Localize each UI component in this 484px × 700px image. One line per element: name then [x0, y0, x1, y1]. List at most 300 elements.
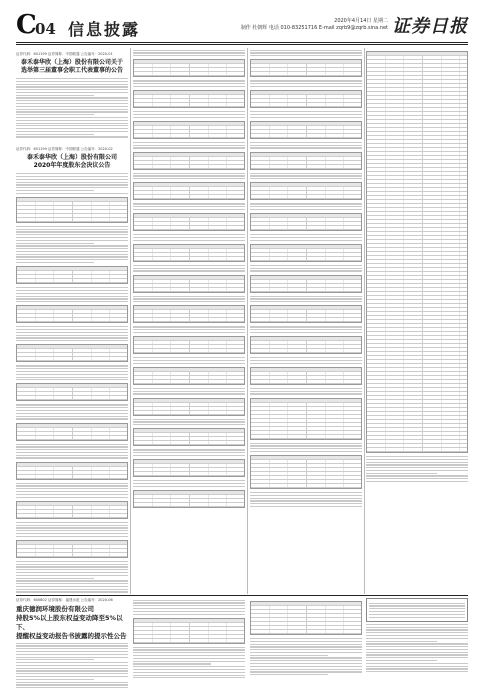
notice-body-text: [133, 111, 245, 118]
notice-body-text: [369, 603, 465, 618]
text-line: [133, 52, 245, 53]
text-line: [250, 360, 362, 361]
text-line: [133, 50, 245, 51]
text-line: [16, 566, 128, 567]
text-line: [366, 456, 468, 457]
text-line: [16, 583, 128, 584]
notice-body-text: [16, 643, 128, 690]
text-line: [133, 111, 245, 112]
text-line: [133, 608, 245, 609]
text-line: [133, 649, 245, 650]
notice-body-text: [250, 50, 362, 57]
text-line: [16, 457, 128, 458]
text-line: [366, 478, 468, 479]
text-line: [250, 638, 362, 639]
text-line: [16, 117, 128, 118]
text-line: [250, 147, 362, 148]
text-line: [16, 111, 128, 112]
bottom-notice-body: [250, 598, 362, 690]
text-line: [133, 480, 245, 481]
voting-table: [16, 423, 128, 441]
table-row: [251, 288, 361, 292]
bottom-notice-body: [133, 598, 245, 690]
text-line: [16, 575, 128, 576]
table-row: [17, 396, 127, 400]
text-line: [16, 591, 128, 592]
notice-company: 泰禾泰华欣（上海）股份有限公司关于: [20, 59, 123, 66]
large-data-table: [366, 51, 468, 453]
notice-body-text: [16, 287, 128, 302]
text-line: [133, 329, 245, 330]
newspaper-masthead: 证券日报: [392, 16, 468, 37]
voting-table: [133, 490, 245, 508]
text-line: [16, 329, 128, 330]
table-row: [251, 257, 361, 261]
voting-table: [16, 501, 128, 519]
text-line: [16, 134, 94, 135]
resolution-table: [16, 197, 128, 223]
table-row: [251, 195, 361, 199]
voting-table: [250, 213, 362, 231]
text-line: [16, 301, 128, 302]
text-line: [366, 654, 468, 655]
voting-table: [250, 59, 362, 77]
text-line: [133, 80, 245, 81]
voting-table: [16, 540, 128, 558]
notice-body-text: [133, 600, 245, 615]
voting-table: [250, 152, 362, 170]
notice-body-text: [16, 444, 128, 459]
text-line: [133, 178, 245, 179]
text-line: [16, 193, 128, 194]
text-line: [133, 449, 245, 450]
notice-company: 泰禾泰华欣（上海）股份有限公司: [26, 154, 117, 162]
notice-body-text: [250, 326, 362, 333]
text-line: [250, 646, 362, 647]
text-line: [16, 259, 128, 260]
voting-table: [133, 213, 245, 231]
text-line: [250, 329, 362, 330]
notice-body-text: [250, 203, 362, 210]
voting-table: [250, 367, 362, 385]
notice-body-text: [250, 388, 362, 395]
text-line: [16, 413, 128, 414]
table-row: [134, 226, 244, 230]
section-badge: [16, 10, 56, 40]
text-line: [250, 206, 362, 207]
text-line: [16, 580, 128, 581]
voting-table: [250, 121, 362, 139]
text-line: [133, 663, 211, 664]
text-line: [250, 296, 362, 297]
text-line: [16, 226, 128, 227]
text-line: [16, 589, 128, 590]
text-line: [133, 658, 245, 659]
text-line: [133, 677, 245, 678]
voting-table: [133, 182, 245, 200]
text-line: [133, 268, 245, 269]
text-line: [366, 657, 468, 658]
text-line: [250, 391, 362, 392]
table-row: [251, 349, 361, 353]
notice-body-text: [250, 234, 362, 241]
text-line: [366, 459, 468, 460]
table-row: [134, 441, 244, 445]
text-line: [16, 659, 94, 660]
voting-table: [133, 59, 245, 77]
text-line: [16, 332, 128, 333]
notice-header: [16, 147, 128, 170]
notice-body-text: [16, 326, 128, 341]
text-line: [16, 407, 128, 408]
table-row: [17, 553, 127, 557]
text-line: [16, 337, 128, 338]
text-line: [16, 123, 128, 124]
column-1: [16, 48, 128, 594]
table-row: [251, 318, 361, 322]
column-3: [250, 48, 362, 594]
highlight-box: [366, 598, 468, 622]
table-row: [17, 279, 127, 283]
notice-body-text: [250, 265, 362, 272]
table-row: [134, 165, 244, 169]
text-line: [16, 648, 128, 649]
text-line: [366, 643, 468, 644]
voting-table: [250, 336, 362, 354]
notice-body-text: [16, 483, 128, 498]
table-row: [134, 288, 244, 292]
text-line: [16, 231, 128, 232]
text-line: [16, 488, 128, 489]
issue-date: 2020年4月14日 星期二: [334, 18, 388, 24]
text-line: [133, 55, 245, 56]
text-line: [133, 298, 245, 299]
text-line: [366, 635, 468, 636]
text-line: [369, 605, 465, 606]
text-line: [369, 603, 465, 604]
text-line: [133, 175, 245, 176]
text-line: [133, 209, 245, 210]
notice-body-text: [250, 296, 362, 303]
text-line: [250, 657, 362, 658]
text-line: [16, 572, 128, 573]
text-line: [16, 229, 128, 230]
text-line: [16, 444, 128, 445]
text-line: [16, 536, 128, 537]
text-line: [366, 666, 468, 667]
text-line: [16, 497, 128, 498]
text-line: [366, 660, 437, 661]
notice-body-text: [133, 419, 245, 426]
text-line: [16, 374, 128, 375]
text-line: [16, 673, 128, 674]
text-line: [16, 670, 128, 671]
text-line: [366, 668, 468, 669]
text-line: [16, 95, 94, 96]
header-rule-thin: [16, 44, 468, 45]
voting-table: [250, 275, 362, 293]
voting-table: [250, 244, 362, 262]
text-line: [16, 446, 128, 447]
text-line: [250, 301, 362, 302]
text-line: [133, 332, 245, 333]
text-line: [16, 684, 128, 685]
text-line: [16, 527, 128, 528]
text-line: [250, 265, 362, 266]
text-line: [16, 676, 128, 677]
text-line: [16, 245, 128, 246]
voting-table: [133, 305, 245, 323]
text-line: [366, 624, 468, 625]
bottom-band: [16, 598, 468, 690]
voting-table: [133, 367, 245, 385]
text-line: [133, 486, 245, 487]
text-line: [16, 78, 128, 79]
text-line: [250, 445, 362, 446]
table-row: [367, 448, 467, 452]
text-line: [133, 234, 245, 235]
column-divider: [130, 48, 131, 594]
text-line: [366, 663, 468, 664]
text-line: [250, 240, 362, 241]
text-line: [133, 421, 245, 422]
notice-body-text: [133, 357, 245, 364]
text-line: [16, 533, 128, 534]
text-line: [133, 86, 245, 87]
text-line: [16, 679, 94, 680]
text-line: [16, 184, 128, 185]
text-line: [16, 643, 128, 644]
text-line: [250, 142, 362, 143]
text-line: [16, 586, 128, 587]
text-line: [16, 114, 94, 115]
notice-body-text: [250, 638, 362, 675]
text-line: [16, 131, 128, 132]
text-line: [133, 666, 245, 667]
text-line: [366, 475, 468, 476]
text-line: [133, 661, 245, 662]
text-line: [16, 97, 128, 98]
notice-body-text: [133, 480, 245, 487]
text-line: [133, 419, 245, 420]
text-line: [133, 611, 245, 612]
text-line: [250, 652, 362, 653]
stock-info-line: 证券代码：601199 证券简称：中国联通 公告编号：2020-01: [16, 52, 113, 56]
notice-body-text: [133, 203, 245, 210]
table-row: [134, 411, 244, 415]
text-line: [133, 393, 245, 394]
text-line: [250, 234, 362, 235]
text-line: [16, 296, 128, 297]
text-line: [16, 665, 128, 666]
text-line: [250, 357, 362, 358]
text-line: [16, 449, 128, 450]
text-line: [16, 561, 128, 562]
text-line: [250, 443, 362, 444]
text-line: [16, 251, 128, 252]
table-row: [134, 72, 244, 76]
text-line: [366, 641, 437, 642]
text-line: [250, 363, 362, 364]
voting-table: [16, 462, 128, 480]
text-line: [369, 617, 465, 618]
text-line: [133, 605, 245, 606]
table-row: [134, 349, 244, 353]
text-line: [16, 120, 128, 121]
text-line: [366, 629, 468, 630]
section-number: 04: [35, 20, 56, 38]
table-row: [251, 435, 361, 439]
text-line: [16, 298, 128, 299]
notice-body-text: [16, 365, 128, 380]
notice-body-text: [133, 142, 245, 149]
text-line: [16, 248, 128, 249]
notice-body-text: [133, 80, 245, 87]
text-line: [250, 655, 328, 656]
text-line: [16, 256, 128, 257]
text-line: [250, 55, 362, 56]
voting-table: [133, 275, 245, 293]
notice-body-text: [16, 226, 128, 263]
table-row: [134, 503, 244, 507]
notice-body-text: [250, 492, 362, 507]
text-line: [133, 173, 245, 174]
text-line: [250, 178, 362, 179]
text-line: [250, 663, 362, 664]
text-line: [16, 418, 128, 419]
voting-table: [133, 428, 245, 446]
table-row: [251, 134, 361, 138]
notice-body-text: [250, 357, 362, 364]
text-line: [133, 455, 245, 456]
text-line: [133, 602, 245, 603]
text-line: [16, 452, 128, 453]
text-line: [16, 578, 94, 579]
text-line: [16, 262, 94, 263]
text-line: [366, 462, 468, 463]
notice-body-text: [250, 173, 362, 180]
notice-body-text: [16, 404, 128, 419]
notice-body-text: [133, 50, 245, 57]
notice-title: 提醒权益变动报告书披露的提示性公告: [16, 632, 127, 640]
text-line: [16, 522, 128, 523]
text-line: [16, 243, 94, 244]
text-line: [250, 145, 362, 146]
text-line: [16, 187, 128, 188]
text-line: [16, 326, 128, 327]
table-row: [134, 380, 244, 384]
text-line: [16, 128, 128, 129]
text-line: [133, 240, 245, 241]
contact-info: 制作 杜朝辉 电话 010-83251716 E-mail zqrb9@zqrb.sina.net: [240, 25, 388, 31]
text-line: [133, 388, 245, 389]
text-line: [16, 410, 128, 411]
text-line: [133, 672, 245, 673]
text-line: [16, 125, 128, 126]
text-line: [16, 89, 128, 90]
notice-company: 重庆德润环境股份有限公司: [16, 605, 94, 613]
text-line: [16, 651, 128, 652]
text-line: [16, 84, 128, 85]
text-line: [16, 240, 128, 241]
notice-body-text: [133, 265, 245, 272]
text-line: [16, 106, 128, 107]
equity-change-table: [250, 601, 362, 635]
text-line: [16, 287, 128, 288]
header-rule: [16, 42, 468, 43]
text-line: [133, 206, 245, 207]
text-line: [133, 237, 245, 238]
table-row: [134, 472, 244, 476]
text-line: [16, 365, 128, 366]
table-row: [17, 218, 127, 222]
voting-table: [250, 305, 362, 323]
text-line: [16, 136, 128, 137]
notice-body-text: [16, 522, 128, 537]
text-line: [16, 668, 128, 669]
text-line: [250, 671, 362, 672]
text-line: [16, 455, 128, 456]
text-line: [133, 655, 245, 656]
text-line: [133, 357, 245, 358]
text-line: [16, 530, 128, 531]
text-line: [16, 335, 128, 336]
notice-body-text: [16, 173, 128, 194]
text-line: [250, 173, 362, 174]
notice-body-text: [133, 234, 245, 241]
stock-info-line: 证券代码：600802 证券简称：福建水泥 公告编号：2020-06: [16, 598, 113, 602]
text-line: [250, 495, 362, 496]
text-line: [250, 393, 362, 394]
text-line: [16, 179, 128, 180]
text-line: [16, 377, 128, 378]
text-line: [369, 611, 465, 612]
text-line: [133, 83, 245, 84]
text-line: [366, 652, 468, 653]
table-row: [134, 134, 244, 138]
text-line: [250, 268, 362, 269]
text-line: [16, 190, 94, 191]
text-line: [16, 485, 128, 486]
text-line: [16, 182, 128, 183]
text-line: [250, 644, 362, 645]
table-row: [251, 380, 361, 384]
text-line: [250, 503, 362, 504]
text-line: [366, 632, 468, 633]
table-row: [134, 257, 244, 261]
notice-body-text: [133, 326, 245, 333]
text-line: [250, 451, 362, 452]
summary-table: [250, 455, 362, 489]
text-line: [250, 237, 362, 238]
voting-table: [133, 90, 245, 108]
text-line: [250, 52, 362, 53]
table-row: [251, 226, 361, 230]
table-row: [251, 630, 361, 634]
text-line: [366, 646, 468, 647]
notice-header: [16, 52, 128, 75]
text-line: [16, 176, 128, 177]
header-meta: [241, 18, 388, 32]
page-header: [16, 12, 468, 40]
text-line: [250, 666, 362, 667]
bottom-band-rule: [16, 595, 468, 596]
text-line: [133, 675, 245, 676]
text-line: [250, 326, 362, 327]
text-line: [250, 500, 362, 501]
table-row: [17, 318, 127, 322]
text-line: [366, 638, 468, 639]
